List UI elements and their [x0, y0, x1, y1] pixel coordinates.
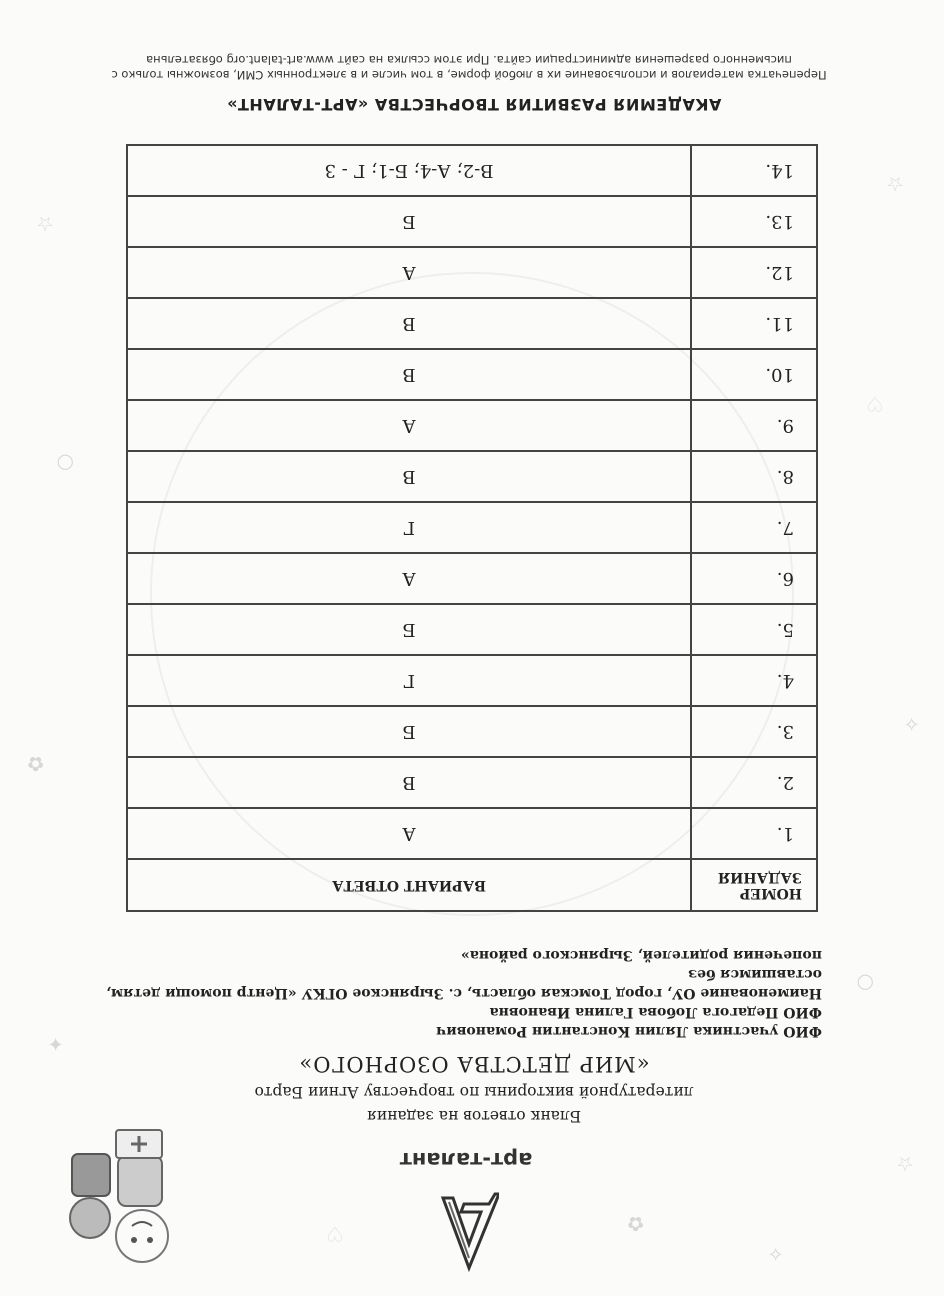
task-number: 11.: [691, 298, 817, 349]
decor-balloon-icon: ○: [856, 972, 874, 996]
answer-value: А: [127, 400, 691, 451]
table-row: [127, 655, 817, 706]
task-number: 3.: [691, 706, 817, 757]
table-row: [127, 553, 817, 604]
quiz-name: «МИР ДЕТСТВА ОЗОРНОГО»: [298, 1052, 650, 1076]
answer-value: Г: [127, 655, 691, 706]
task-number: 1.: [691, 808, 817, 859]
form-subtitle: литературной викторины по творчеству Агнии Барто: [254, 1083, 694, 1101]
decor-heart-icon: ♡: [326, 1222, 344, 1246]
decor-star-icon: ☆: [886, 172, 904, 196]
answer-value: А: [127, 808, 691, 859]
answers-table: [126, 144, 818, 912]
decor-flower-icon: ✿: [27, 752, 44, 776]
header-answer-variant: ВАРИАНТ ОТВЕТА: [127, 859, 691, 911]
teacher-name: ФИО Педагога Лобова Галина Ивановна: [489, 1004, 822, 1020]
decor-star-icon: ✦: [47, 1032, 64, 1056]
task-number: 10.: [691, 349, 817, 400]
answer-value: Б: [127, 706, 691, 757]
academy-title: АКАДЕМИЯ РАЗВИТИЯ ТВОРЧЕСТВА «АРТ-ТАЛАНТ»: [226, 95, 722, 114]
table-row: [127, 298, 817, 349]
table-header-row: [127, 859, 817, 911]
organization-name-cont: попечения родителей, Зырянского района»: [461, 947, 822, 963]
task-number: 5.: [691, 604, 817, 655]
answer-value: Б: [127, 196, 691, 247]
participant-name: ФИО участника Лялин Константин Романович: [436, 1023, 822, 1039]
decor-star-icon: ☆: [36, 212, 54, 236]
table-row: [127, 145, 817, 196]
copyright-notice-line: Перепечатка материалов и использование их в любой форме, в том числе и в электронных СМИ, возможны только с: [111, 68, 827, 82]
decor-flower-icon: ✿: [627, 1212, 644, 1236]
answer-value: Б: [127, 604, 691, 655]
organization-name: Наименование ОУ, город Томская область, с. Зырянское ОГКУ «Центр помощи детям, оставшимся без: [106, 966, 822, 1001]
task-number: 14.: [691, 145, 817, 196]
answer-value: В: [127, 349, 691, 400]
answer-value: В: [127, 298, 691, 349]
answer-value: В: [127, 757, 691, 808]
task-number: 7.: [691, 502, 817, 553]
decor-heart-icon: ♡: [866, 392, 884, 416]
cartoon-children-illustration: [52, 1126, 182, 1276]
decor-star-icon: ✧: [767, 1242, 784, 1266]
task-number: 12.: [691, 247, 817, 298]
table-row: [127, 502, 817, 553]
table-row: [127, 451, 817, 502]
form-title-block: [164, 1052, 784, 1128]
answer-value: В-2; А-4; Б-1; Г - 3: [127, 145, 691, 196]
copyright-notice: [104, 52, 834, 82]
art-talant-logo-icon: [439, 1190, 499, 1272]
answer-value: Г: [127, 502, 691, 553]
answer-value: В: [127, 451, 691, 502]
form-title: Бланк ответов на задания: [366, 1107, 582, 1125]
task-number: 9.: [691, 400, 817, 451]
table-row: [127, 757, 817, 808]
table-row: [127, 349, 817, 400]
answer-value: А: [127, 247, 691, 298]
table-row: [127, 604, 817, 655]
task-number: 6.: [691, 553, 817, 604]
table-row: [127, 706, 817, 757]
decor-star-icon: ✧: [903, 712, 920, 736]
task-number: 4.: [691, 655, 817, 706]
table-row: [127, 808, 817, 859]
task-number: 8.: [691, 451, 817, 502]
participant-info: [62, 945, 822, 1040]
brand-name: арт-талант: [399, 1148, 533, 1172]
copyright-notice-line: письменного разрешения администрации сайта. При этом ссылка на сайт www.art-talant.org обязательна: [146, 53, 792, 67]
table-row: [127, 247, 817, 298]
task-number: 2.: [691, 757, 817, 808]
table-row: [127, 196, 817, 247]
decor-balloon-icon: ○: [56, 452, 74, 476]
header-task-number: НОМЕР ЗАДАНИЯ: [691, 859, 817, 911]
task-number: 13.: [691, 196, 817, 247]
decor-star-icon: ☆: [896, 1152, 914, 1176]
answer-value: А: [127, 553, 691, 604]
table-row: [127, 400, 817, 451]
